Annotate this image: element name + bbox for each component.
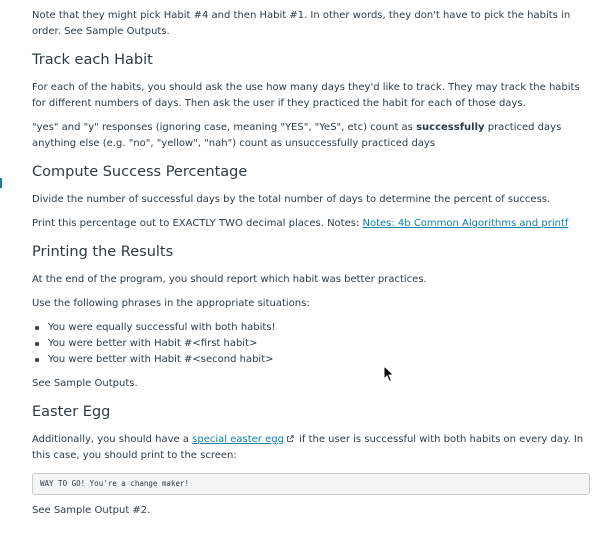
track-instructions: For each of the habits, you should ask the use how many days they'd like to track. They may track the habits for different numbers of days. Then ask the user if they practiced the habit for each of those days. bbox=[32, 82, 580, 109]
compute-instructions: Divide the number of successful days by the total number of days to determine the percent of success. bbox=[32, 194, 551, 205]
decimal-places-text: Print this percentage out to EXACTLY TWO decimal places. Notes: bbox=[32, 218, 363, 229]
phrases-list bbox=[32, 320, 276, 368]
easter-egg-text-b: if the user is successful with both habits on every day. In this case, you should print to the screen: bbox=[32, 434, 584, 461]
list-item: You were better with Habit #<first habit> bbox=[48, 336, 276, 352]
notes-4b-link[interactable]: Notes: 4b Common Algorithms and printf bbox=[362, 218, 569, 229]
printing-instructions: At the end of the program, you should report which habit was better practices. bbox=[32, 274, 427, 285]
code-block: WAY TO GO! You're a change maker! bbox=[32, 473, 590, 495]
order-note: Note that they might pick Habit #4 and then Habit #1. In other words, they don't have to pick the habits in order. See Sample Outputs. bbox=[32, 10, 571, 37]
response-rules-part-a: "yes" and "y" responses (ignoring case, meaning "YES", "YeS", etc) count as bbox=[32, 122, 417, 133]
see-sample-output-2: See Sample Output #2. bbox=[32, 505, 151, 516]
easter-egg-instructions bbox=[32, 432, 588, 464]
response-rules-part-c: anything else (e.g. "no", "yellow", "nah") count as unsuccessfully practiced days bbox=[32, 138, 436, 149]
heading-easter-egg: Easter Egg bbox=[32, 404, 111, 420]
special-easter-egg-link[interactable]: special easter egg bbox=[192, 434, 284, 445]
heading-track-each-habit: Track each Habit bbox=[32, 52, 153, 68]
list-item: You were equally successful with both habits! bbox=[48, 320, 276, 336]
successfully-bold: successfully bbox=[416, 122, 485, 133]
easter-egg-text-a: Additionally, you should have a bbox=[32, 434, 193, 445]
phrases-intro: Use the following phrases in the appropriate situations: bbox=[32, 298, 310, 309]
response-rules-part-b: practiced days bbox=[484, 122, 562, 133]
page-edge-marker bbox=[0, 178, 2, 188]
list-item: You were better with Habit #<second habit> bbox=[48, 352, 276, 368]
heading-printing-results: Printing the Results bbox=[32, 244, 174, 260]
decimal-places-note bbox=[32, 216, 568, 232]
external-link-icon[interactable] bbox=[286, 435, 294, 443]
see-sample-outputs: See Sample Outputs. bbox=[32, 378, 138, 389]
mouse-cursor-icon bbox=[383, 365, 395, 383]
heading-compute-success: Compute Success Percentage bbox=[32, 164, 248, 180]
response-rules bbox=[32, 120, 588, 152]
